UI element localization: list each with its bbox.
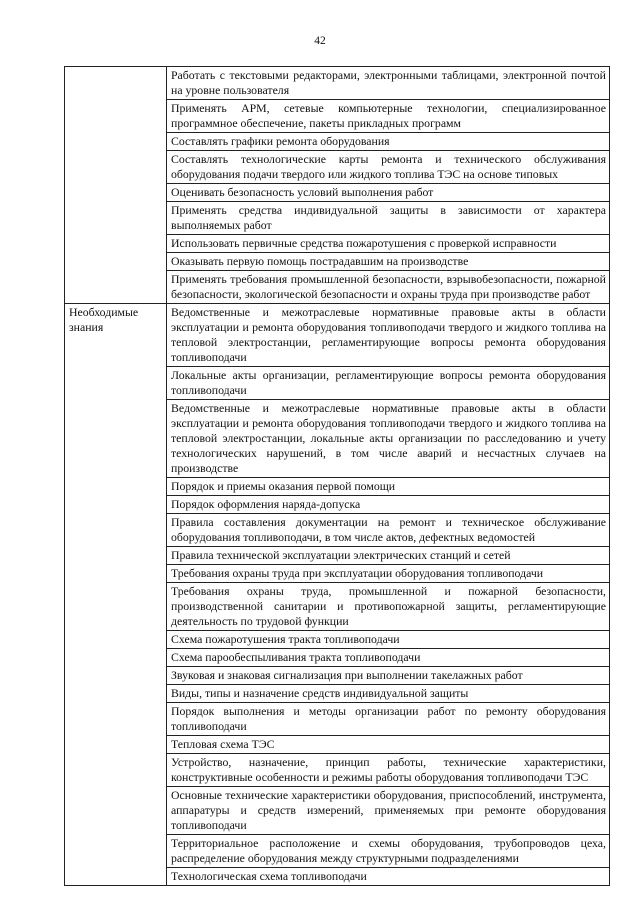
knowledge-label-cell: Необходимые знания — [65, 304, 167, 886]
knowledge-item: Виды, типы и назначение средств индивидуальной защиты — [167, 685, 610, 703]
knowledge-item: Устройство, назначение, принцип работы, технические характеристики, конструктивные особенности и режимы работы оборудования топливоподачи ТЭС — [167, 754, 610, 787]
knowledge-item: Звуковая и знаковая сигнализация при выполнении такелажных работ — [167, 667, 610, 685]
skill-item: Использовать первичные средства пожаротушения с проверкой исправности — [167, 235, 610, 253]
knowledge-item: Основные технические характеристики оборудования, приспособлений, инструмента, аппаратуры и средств измерений, применяемых при ремонте оборудования топливоподачи — [167, 787, 610, 835]
skill-item: Оказывать первую помощь пострадавшим на производстве — [167, 253, 610, 271]
knowledge-item: Требования охраны труда, промышленной и пожарной безопасности, производственной санитарии и противопожарной защиты, регламентирующие деятельность по трудовой функции — [167, 583, 610, 631]
knowledge-item: Технологическая схема топливоподачи — [167, 868, 610, 886]
page-number: 42 — [314, 35, 326, 47]
knowledge-item: Локальные акты организации, регламентирующие вопросы ремонта оборудования топливоподачи — [167, 367, 610, 400]
table-row — [65, 67, 610, 100]
table-row — [65, 304, 610, 367]
skill-item: Работать с текстовыми редакторами, электронными таблицами, электронной почтой на уровне пользователя — [167, 67, 610, 100]
skill-item: Составлять технологические карты ремонта и технического обслуживания оборудования подачи твердого или жидкого топлива ТЭС на основе типовых — [167, 151, 610, 184]
knowledge-item: Ведомственные и межотраслевые нормативные правовые акты в области эксплуатации и ремонта оборудования топливоподачи твердого и жидкого топлива на тепловой электростанции, локальные акты организации по расследованию и учету технологических нарушений, в том числе аварий и несчастных случаев на производстве — [167, 400, 610, 478]
knowledge-item: Правила составления документации на ремонт и техническое обслуживание оборудования топливоподачи, в том числе актов, дефектных ведомостей — [167, 514, 610, 547]
requirements-table — [64, 66, 610, 886]
knowledge-item: Территориальное расположение и схемы оборудования, трубопроводов цеха, распределение оборудования между структурными подразделениями — [167, 835, 610, 868]
knowledge-item: Требования охраны труда при эксплуатации оборудования топливоподачи — [167, 565, 610, 583]
skill-item: Применять АРМ, сетевые компьютерные технологии, специализированное программное обеспечение, пакеты прикладных программ — [167, 100, 610, 133]
knowledge-item: Порядок и приемы оказания первой помощи — [167, 478, 610, 496]
knowledge-item: Порядок оформления наряда-допуска — [167, 496, 610, 514]
knowledge-item: Порядок выполнения и методы организации работ по ремонту оборудования топливоподачи — [167, 703, 610, 736]
skill-item: Составлять графики ремонта оборудования — [167, 133, 610, 151]
knowledge-item: Ведомственные и межотраслевые нормативные правовые акты в области эксплуатации и ремонта оборудования топливоподачи твердого и жидкого топлива на тепловой электростанции, регламентирующие вопросы ремонта оборудования топливоподачи — [167, 304, 610, 367]
skill-item: Применять средства индивидуальной защиты в зависимости от характера выполняемых работ — [167, 202, 610, 235]
knowledge-item: Схема парообеспыливания тракта топливоподачи — [167, 649, 610, 667]
knowledge-item: Тепловая схема ТЭС — [167, 736, 610, 754]
knowledge-item: Правила технической эксплуатации электрических станций и сетей — [167, 547, 610, 565]
skill-item: Оценивать безопасность условий выполнения работ — [167, 184, 610, 202]
knowledge-item: Схема пожаротушения тракта топливоподачи — [167, 631, 610, 649]
skills-label-cell — [65, 67, 167, 304]
skill-item: Применять требования промышленной безопасности, взрывобезопасности, пожарной безопасности, экологической безопасности и охраны труда при производстве работ — [167, 271, 610, 304]
